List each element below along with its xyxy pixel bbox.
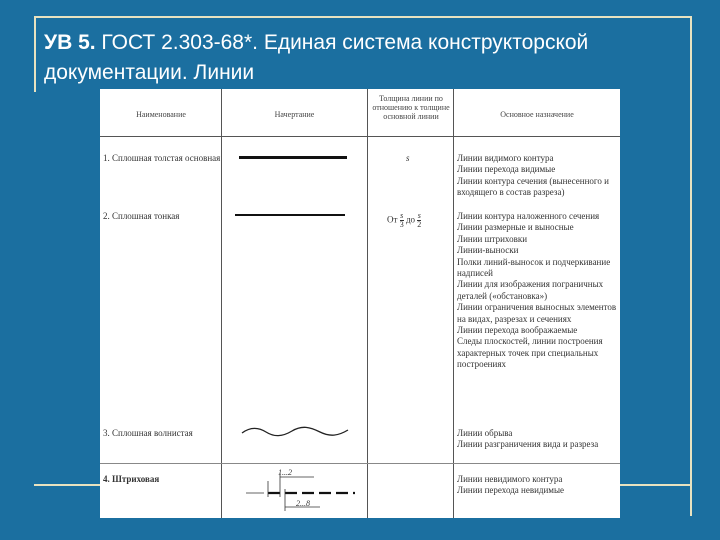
purpose-item: Линии перехода видимые [457, 164, 556, 175]
thickness-mid: до [405, 214, 416, 225]
purpose-item: Линии контура сечения (вынесенного и входящего в состав разреза) [457, 175, 609, 198]
purpose-item: Линии видимого контура [457, 153, 554, 163]
row1-thickness: s [406, 153, 410, 163]
thick-line-sample [239, 156, 347, 159]
row4-purposes [457, 474, 617, 497]
purpose-item: Полки линий-выносок и подчеркивание надписей [457, 256, 611, 279]
row1-name: 1. Сплошная толстая основная [103, 153, 221, 163]
frame-bottom-line-right [620, 484, 692, 486]
purpose-item: Линии обрыва [457, 428, 513, 438]
gost-lines-table [100, 89, 620, 518]
purpose-item: Линии перехода воображаемые [457, 325, 578, 336]
purpose-item: Следы плоскостей, линии построения характерных точек при специальных построениях [457, 336, 603, 370]
purpose-item: Линии штриховки [457, 233, 528, 244]
row1-purposes [457, 153, 617, 199]
row3-purposes [457, 428, 617, 451]
frame-left-line [34, 16, 36, 92]
dash-length-dimension: 2...8 [296, 499, 310, 508]
column-divider [367, 89, 368, 518]
purpose-item: Линии разграничения вида и разреза [457, 439, 599, 450]
row2-thickness [387, 212, 421, 229]
wavy-line-sample [240, 425, 350, 439]
header-divider [100, 136, 620, 137]
purpose-item: Линии-выноски [457, 245, 519, 256]
purpose-item: Линии для изображения пограничных деталей («обстановка») [457, 279, 604, 301]
frame-right-line [690, 16, 692, 516]
slide-title-code: УВ 5. [44, 31, 96, 54]
row4-name: 4. Штриховая [103, 474, 160, 484]
purpose-item: Линии перехода невидимые [457, 485, 565, 496]
header-thickness: Толщина линии по отношению к толщине основной линии [372, 94, 450, 121]
thin-line-sample [235, 214, 345, 216]
fraction-s2: $\frac{s}{2}$ [417, 211, 422, 229]
frame-bottom-line-left [34, 484, 104, 486]
row2-purposes [457, 211, 617, 371]
column-divider [221, 89, 222, 518]
header-style: Начертание [274, 110, 315, 119]
header-purpose: Основное назначение [500, 110, 574, 119]
purpose-item: Линии контура наложенного сечения [457, 211, 600, 221]
thickness-prefix: От [387, 214, 398, 225]
fraction-s3: $\frac{s}{3}$ [399, 211, 404, 229]
dashed-line-sample [240, 467, 365, 517]
purpose-item: Линии невидимого контура [457, 474, 563, 484]
column-divider [453, 89, 454, 518]
purpose-item: Линии размерные и выносные [457, 222, 574, 233]
slide-title [44, 28, 684, 88]
frame-top-line [34, 16, 692, 18]
header-name: Наименование [136, 110, 186, 119]
row3-name: 3. Сплошная волнистая [103, 428, 193, 438]
row2-name: 2. Сплошная тонкая [103, 211, 180, 221]
purpose-item: Линии ограничения выносных элементов на видах, разрезах и сечениях [457, 302, 617, 324]
slide-title-text: ГОСТ 2.303-68*. Единая система конструкторской документации. Линии [44, 31, 589, 84]
dash-gap-dimension: 1...2 [278, 468, 292, 477]
row-divider [100, 463, 620, 464]
